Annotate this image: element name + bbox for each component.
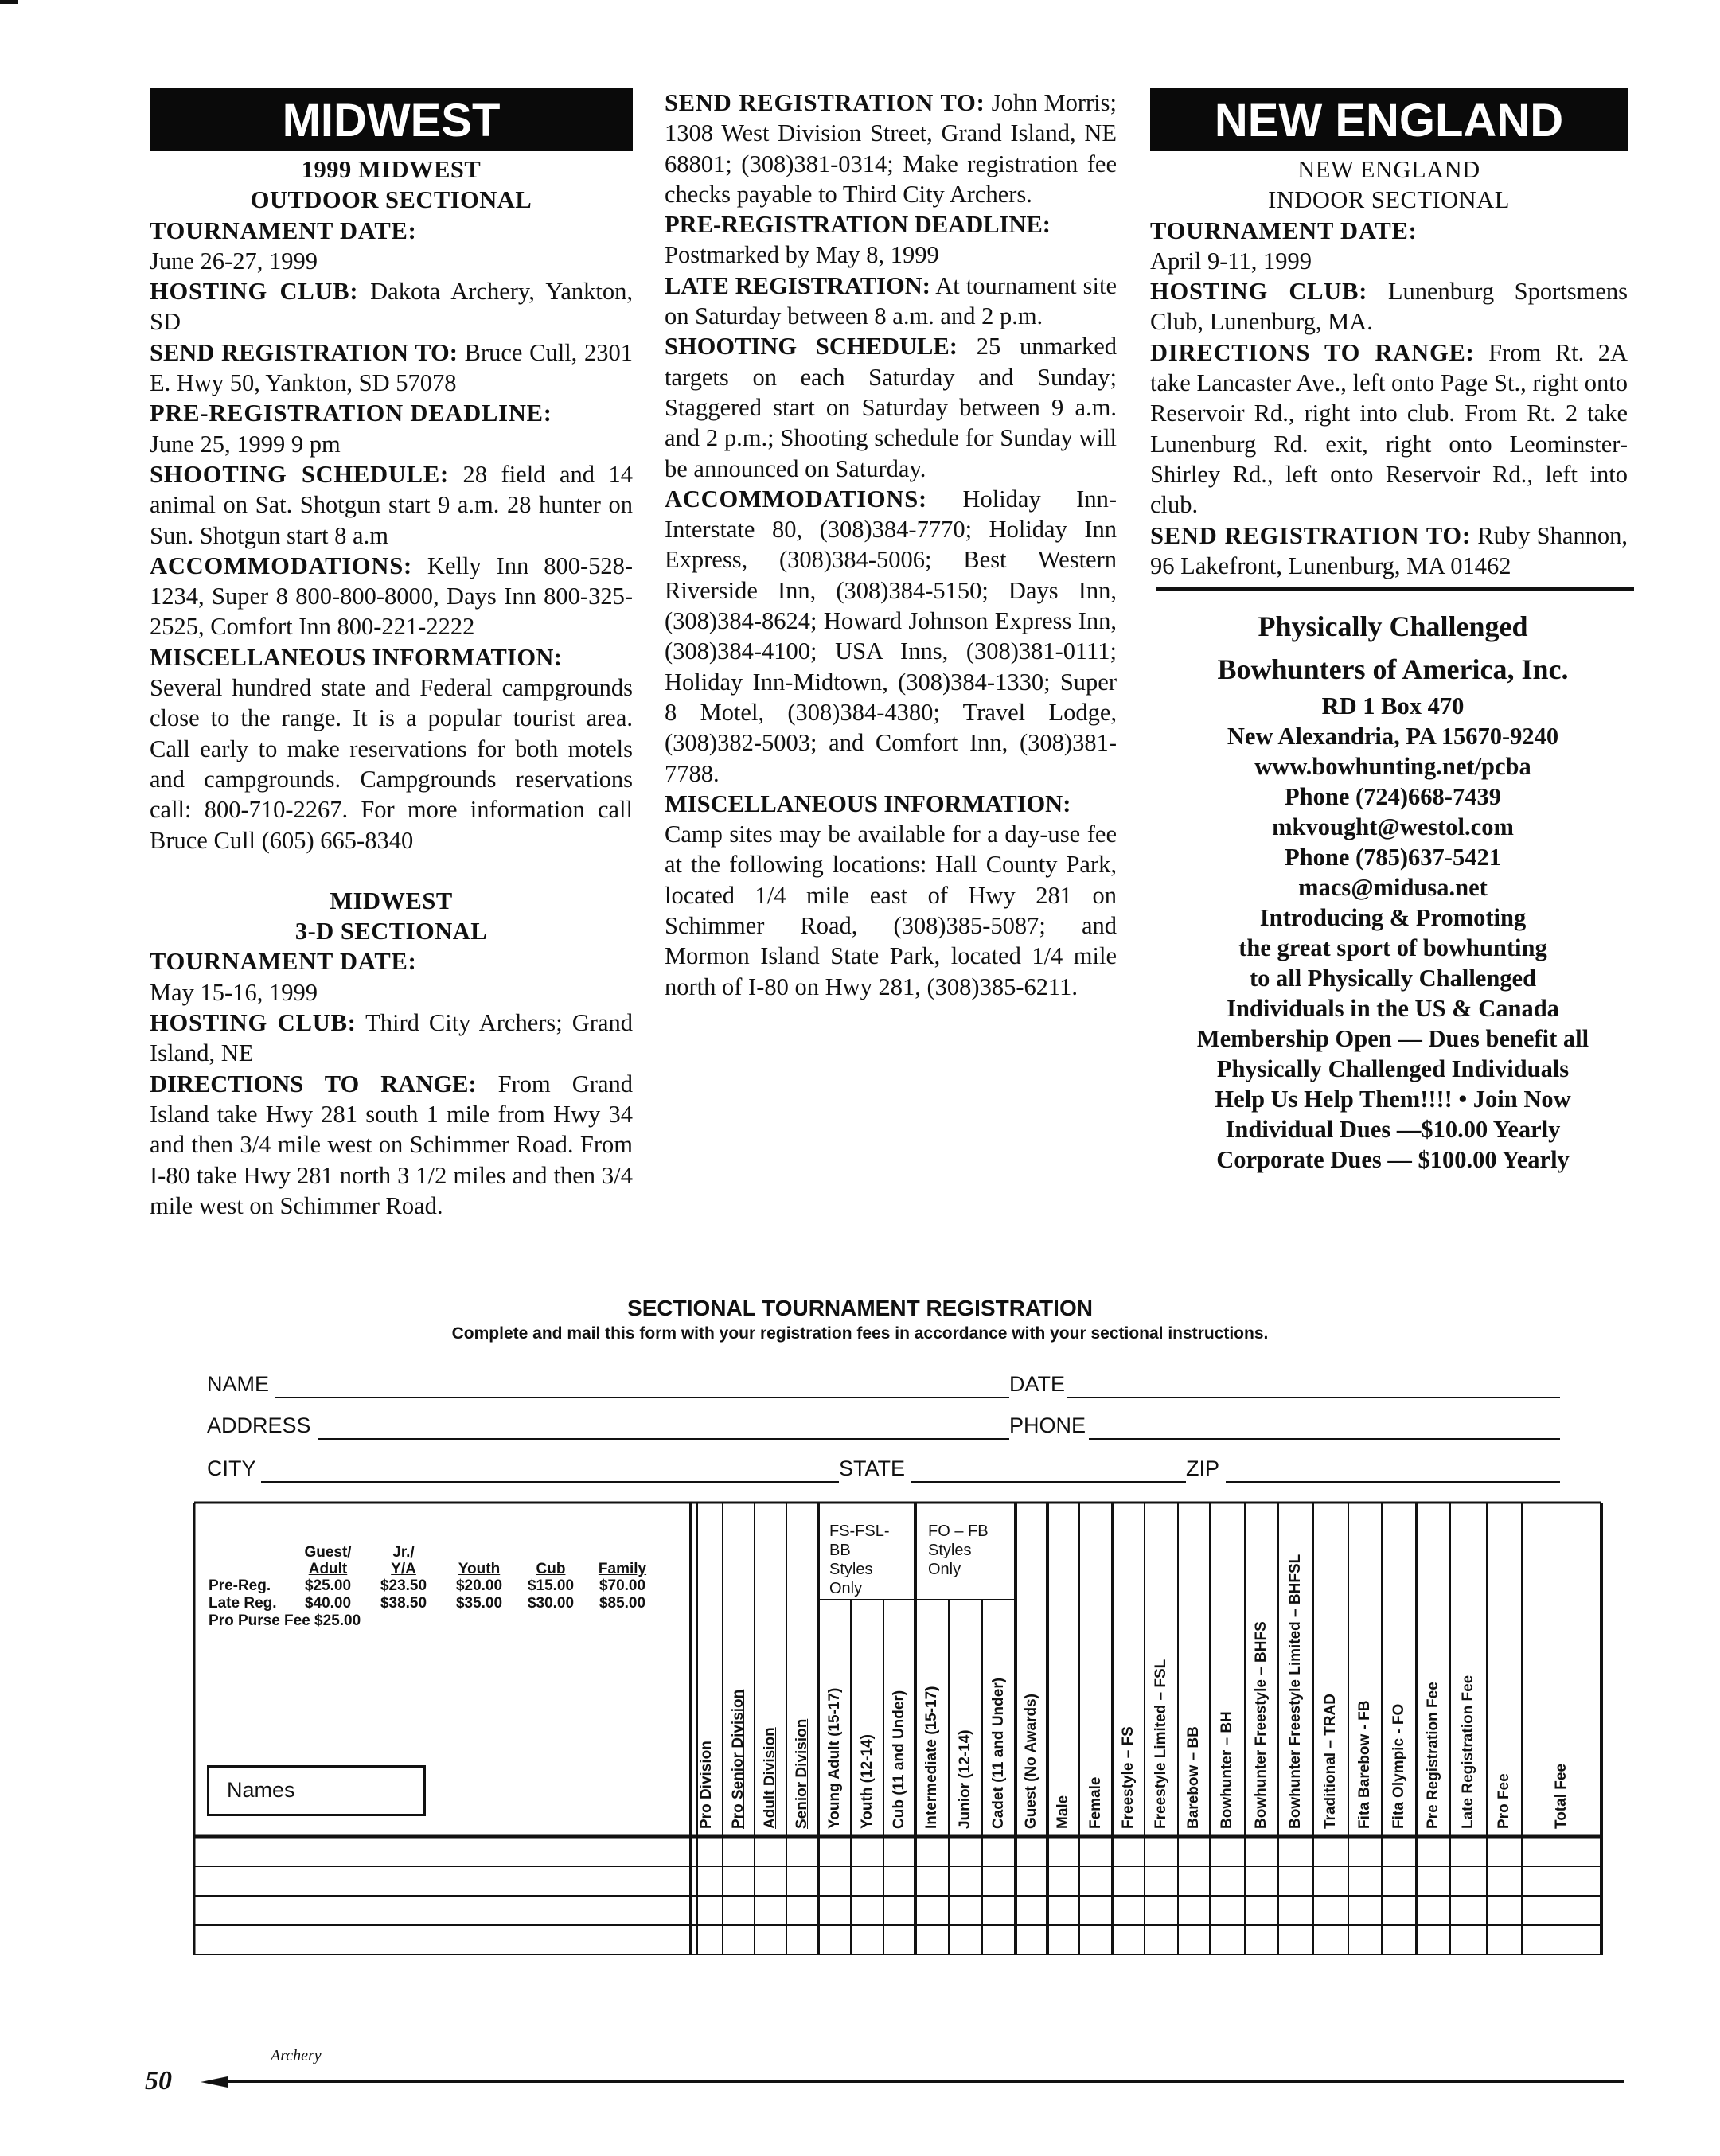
- pcba-title-line2: Bowhunters of America, Inc.: [1217, 653, 1569, 685]
- column-header: Junior (12-14): [957, 1729, 973, 1829]
- outdoor-date-value: June 26-27, 1999: [150, 247, 318, 275]
- entry-cell[interactable]: [883, 1837, 915, 1866]
- zip-label: ZIP: [1186, 1456, 1220, 1480]
- entry-cell[interactable]: [818, 1896, 851, 1925]
- entry-cell[interactable]: [1450, 1925, 1487, 1955]
- directions-label: DIRECTIONS TO RANGE:: [1150, 338, 1475, 366]
- entry-cell[interactable]: [723, 1896, 755, 1925]
- 3d-shoot: [665, 331, 1117, 483]
- entry-cell[interactable]: [691, 1866, 723, 1896]
- column-header: Late Registration Fee: [1460, 1675, 1476, 1829]
- pcba-line: Individual Dues —$10.00 Yearly: [1225, 1116, 1561, 1143]
- send-value: Ruby Shannon, 96 Lakefront, Lunenburg, MA 01462: [1150, 521, 1628, 579]
- entry-cell[interactable]: [982, 1925, 1016, 1955]
- fee-value: $85.00: [599, 1595, 646, 1612]
- entry-cell[interactable]: [1245, 1896, 1278, 1925]
- send-value: Bruce Cull, 2301 E. Hwy 50, Yankton, SD 57078: [150, 338, 634, 397]
- entry-cell[interactable]: [1079, 1925, 1113, 1955]
- column-header: Female: [1087, 1776, 1104, 1829]
- entry-row: [194, 1925, 1601, 1955]
- fee-value: $20.00: [455, 1577, 503, 1594]
- pcba-line: mkvought@westol.com: [1272, 813, 1514, 840]
- entry-cell[interactable]: [1016, 1866, 1047, 1896]
- directions-label: DIRECTIONS TO RANGE:: [150, 1070, 477, 1097]
- ne-date-label: TOURNAMENT DATE:: [1150, 216, 1418, 244]
- entry-name-cell[interactable]: [194, 1837, 691, 1866]
- outdoor-title-line2: OUTDOOR SECTIONAL: [250, 186, 532, 214]
- entry-cell[interactable]: [723, 1837, 755, 1866]
- entry-cell[interactable]: [883, 1896, 915, 1925]
- entry-cell[interactable]: [1313, 1866, 1348, 1896]
- entry-cell[interactable]: [1348, 1866, 1382, 1896]
- group-fo-fb-label: FO – FB Styles Only: [928, 1522, 989, 1578]
- column-header: Traditional – TRAD: [1322, 1694, 1339, 1829]
- names-box: [207, 1765, 426, 1816]
- fee-header: Jr./ Y/A: [391, 1544, 416, 1577]
- outdoor-accom: [150, 551, 633, 642]
- directions-value: From Rt. 2A take Lancaster Ave., left onto Page St., right onto Reservoir Rd., right into club. From Rt. 2 take Lunenburg Rd. exit, right onto Leominster-Shirley Rd., left onto Reservoir Rd., left into club.: [1150, 338, 1628, 519]
- column-header: Guest (No Awards): [1023, 1694, 1039, 1829]
- shoot-value: 28 field and 14 animal on Sat. Shotgun start 9 a.m. 28 hunter on Sun. Shotgun start 8 a.m: [150, 460, 634, 549]
- pcba-lines: [1150, 691, 1636, 1175]
- entry-cell[interactable]: [1210, 1896, 1245, 1925]
- name-field[interactable]: [275, 1397, 1009, 1398]
- midwest-banner: MIDWEST: [150, 88, 633, 151]
- magazine-name: Archery: [271, 2047, 322, 2064]
- shoot-label: SHOOTING SCHEDULE:: [150, 460, 449, 488]
- pcba-line: Help Us Help Them!!!! • Join Now: [1215, 1086, 1571, 1113]
- entry-row: [194, 1866, 1601, 1896]
- footer-rule: [223, 2080, 1624, 2083]
- page-number: 50: [145, 2066, 172, 2096]
- city-field[interactable]: [261, 1481, 839, 1483]
- entry-cell[interactable]: [1450, 1896, 1487, 1925]
- fee-value: $70.00: [599, 1577, 646, 1594]
- names-label: Names: [227, 1778, 295, 1802]
- state-label: STATE: [839, 1456, 906, 1480]
- pcba-line: Phone (785)637-5421: [1285, 844, 1501, 871]
- entry-cell[interactable]: [1487, 1925, 1522, 1955]
- fee-header: Guest/ Adult: [304, 1544, 352, 1577]
- entry-cell[interactable]: [1522, 1925, 1601, 1955]
- entry-cell[interactable]: [1245, 1837, 1278, 1866]
- outdoor-title-line1: 1999 MIDWEST: [301, 156, 482, 183]
- column-header: Pre Registration Fee: [1425, 1682, 1441, 1829]
- entry-cell[interactable]: [1487, 1896, 1522, 1925]
- entry-cell[interactable]: [1079, 1896, 1113, 1925]
- column-header: Bowhunter Freestyle – BHFS: [1253, 1621, 1270, 1829]
- entry-cell[interactable]: [949, 1896, 982, 1925]
- outdoor-prereg-label: PRE-REGISTRATION DEADLINE:: [150, 400, 552, 427]
- outdoor-hosting: [150, 276, 633, 337]
- entry-cell[interactable]: [1016, 1837, 1047, 1866]
- outdoor-date-label: TOURNAMENT DATE:: [150, 216, 417, 244]
- column-header: Bowhunter – BH: [1219, 1711, 1235, 1829]
- 3d-accom: [665, 484, 1117, 789]
- pcba-line: to all Physically Challenged: [1249, 965, 1537, 992]
- entry-cell[interactable]: [883, 1925, 915, 1955]
- entry-cell[interactable]: [1178, 1925, 1210, 1955]
- entry-cell[interactable]: [723, 1925, 755, 1955]
- entry-name-cell[interactable]: [194, 1866, 691, 1896]
- hosting-label: HOSTING CLUB:: [150, 278, 359, 306]
- directions-value: From Grand Island take Hwy 281 south 1 mile from Hwy 34 and then 3/4 mile west on Schimmer Road. From I-80 take Hwy 281 north 3 1/2 miles and then 3/4 mile west on Schimmer Road.: [150, 1070, 633, 1219]
- section-gap: [150, 856, 633, 886]
- pcba-line: Individuals in the US & Canada: [1227, 995, 1559, 1022]
- entry-name-cell[interactable]: [194, 1896, 691, 1925]
- entry-cell[interactable]: [1487, 1837, 1522, 1866]
- entry-cell[interactable]: [949, 1866, 982, 1896]
- hosting-label: HOSTING CLUB:: [150, 1009, 357, 1037]
- entry-cell[interactable]: [1522, 1837, 1601, 1866]
- pro-purse-fee: Pro Purse Fee $25.00: [209, 1612, 361, 1629]
- fee-header: Youth: [458, 1561, 501, 1577]
- entry-cell[interactable]: [883, 1866, 915, 1896]
- 3d-directions: [150, 1069, 633, 1221]
- entry-cell[interactable]: [1278, 1896, 1313, 1925]
- fee-prereg-row: [209, 1577, 686, 1595]
- outdoor-shoot: [150, 459, 633, 551]
- shoot-label: SHOOTING SCHEDULE:: [665, 333, 958, 361]
- late-label: LATE REGISTRATION:: [665, 271, 930, 299]
- column-header: Pro Fee: [1496, 1773, 1512, 1829]
- entry-cell[interactable]: [1178, 1896, 1210, 1925]
- fee-header: Cub: [536, 1561, 566, 1577]
- ne-directions: [1150, 337, 1628, 520]
- hosting-value: Lunenburg Sportsmens Club, Lunenburg, MA.: [1150, 278, 1628, 336]
- entry-cell[interactable]: [755, 1866, 786, 1896]
- column-header: Freestyle – FS: [1120, 1726, 1137, 1829]
- fee-row-label: Late Reg.: [209, 1595, 277, 1612]
- entry-cell[interactable]: [851, 1866, 883, 1896]
- entry-cell[interactable]: [851, 1837, 883, 1866]
- entry-cell[interactable]: [1047, 1896, 1079, 1925]
- entry-cell[interactable]: [1245, 1925, 1278, 1955]
- outdoor-misc-value: Several hundred state and Federal campgrounds close to the range. It is a popular tourist area. Call early to make reservations for both motels and campgrounds. Campgrounds reservations call: 800-710-2267. For more information call Bruce Cull (605) 665-8340: [150, 674, 633, 854]
- entry-cell[interactable]: [851, 1896, 883, 1925]
- outdoor-prereg-value: June 25, 1999 9 pm: [150, 430, 341, 458]
- entry-cell[interactable]: [755, 1837, 786, 1866]
- date-label: DATE: [1009, 1372, 1066, 1396]
- entry-cell[interactable]: [755, 1925, 786, 1955]
- fee-value: $38.50: [380, 1595, 427, 1612]
- entry-row: [194, 1896, 1601, 1925]
- pcba-line: Phone (724)668-7439: [1285, 783, 1501, 810]
- column-header: Barebow – BB: [1185, 1726, 1202, 1829]
- entry-name-cell[interactable]: [194, 1925, 691, 1955]
- column-header: Pro Division: [698, 1741, 715, 1829]
- entry-cell[interactable]: [1145, 1866, 1178, 1896]
- column-header: Fita Barebow - FB: [1356, 1700, 1373, 1829]
- ne-send: [1150, 520, 1628, 582]
- entry-cell[interactable]: [1313, 1896, 1348, 1925]
- ne-title-line2: INDOOR SECTIONAL: [1268, 186, 1510, 214]
- entry-row: [194, 1837, 1601, 1866]
- form-title: SECTIONAL TOURNAMENT REGISTRATION: [627, 1296, 1093, 1320]
- entry-cell[interactable]: [915, 1925, 949, 1955]
- column-header: Intermediate (15-17): [923, 1686, 940, 1829]
- entry-cell[interactable]: [1278, 1837, 1313, 1866]
- pcba-line: Physically Challenged Individuals: [1216, 1055, 1570, 1082]
- pcba-line: www.bowhunting.net/pcba: [1254, 753, 1531, 780]
- fee-table: [209, 1536, 686, 1630]
- outdoor-send: [150, 337, 633, 399]
- entry-cell[interactable]: [1382, 1925, 1417, 1955]
- entry-cell[interactable]: [1313, 1925, 1348, 1955]
- entry-cell[interactable]: [1278, 1925, 1313, 1955]
- send-value: John Morris; 1308 West Division Street, Grand Island, NE 68801; (308)381-0314; Make registration fee checks payable to Third City Archers.: [665, 89, 1117, 208]
- pcba-advert: [1150, 605, 1636, 1175]
- entry-cell[interactable]: [723, 1866, 755, 1896]
- fee-headers: [209, 1536, 686, 1577]
- fee-value: $25.00: [304, 1577, 352, 1594]
- hosting-label: HOSTING CLUB:: [1150, 278, 1368, 306]
- entry-cell[interactable]: [1047, 1925, 1079, 1955]
- 3d-hosting: [150, 1008, 633, 1069]
- fee-value: $40.00: [304, 1595, 352, 1612]
- column-header: Freestyle Limited – FSL: [1153, 1659, 1169, 1829]
- accom-label: ACCOMMODATIONS:: [665, 485, 927, 513]
- column-header: Bowhunter Freestyle Limited – BHFSL: [1287, 1554, 1304, 1829]
- pcba-line: New Alexandria, PA 15670-9240: [1227, 723, 1559, 750]
- midwest-column: [150, 88, 633, 1221]
- entry-cell[interactable]: [1417, 1866, 1450, 1896]
- entry-cell[interactable]: [786, 1896, 818, 1925]
- column-header: Total Fee: [1553, 1764, 1570, 1829]
- pcba-line: RD 1 Box 470: [1321, 692, 1465, 719]
- entry-cell[interactable]: [915, 1866, 949, 1896]
- entry-cell[interactable]: [1210, 1837, 1245, 1866]
- entry-cell[interactable]: [1278, 1866, 1313, 1896]
- entry-cell[interactable]: [1522, 1896, 1601, 1925]
- 3d-misc-value: Camp sites may be available for a day-use fee at the following locations: Hall County Park, located 1/4 mile east of Hwy 281 on Schimmer Road, (308)385-5087; and Mormon Island State Park, located 1/4 mile north of I-80 on Hwy 281, (308)385-6211.: [665, 821, 1117, 1000]
- entry-cell[interactable]: [982, 1896, 1016, 1925]
- entry-cell[interactable]: [1417, 1837, 1450, 1866]
- entry-cell[interactable]: [786, 1837, 818, 1866]
- entry-cell[interactable]: [1382, 1866, 1417, 1896]
- pcba-line: Membership Open — Dues benefit all: [1196, 1025, 1589, 1052]
- column-header: Cadet (11 and Under): [990, 1677, 1007, 1829]
- pcba-separator-rule: [1156, 587, 1634, 591]
- ne-title-line1: NEW ENGLAND: [1297, 156, 1480, 183]
- entry-cell[interactable]: [915, 1896, 949, 1925]
- entry-cell[interactable]: [1047, 1837, 1079, 1866]
- entry-cell[interactable]: [1487, 1866, 1522, 1896]
- entry-cell[interactable]: [818, 1837, 851, 1866]
- 3d-prereg-label: PRE-REGISTRATION DEADLINE:: [665, 211, 1051, 239]
- entry-cell[interactable]: [1417, 1925, 1450, 1955]
- entry-cell[interactable]: [786, 1925, 818, 1955]
- 3d-prereg-value: Postmarked by May 8, 1999: [665, 241, 939, 269]
- fee-header: Family: [598, 1561, 647, 1577]
- fee-value: $15.00: [527, 1577, 575, 1594]
- column-header: Young Adult (15-17): [825, 1687, 843, 1829]
- entry-cell[interactable]: [786, 1866, 818, 1896]
- entry-cell[interactable]: [691, 1896, 723, 1925]
- 3d-title-line2: 3-D SECTIONAL: [294, 918, 488, 945]
- entry-cell[interactable]: [1450, 1837, 1487, 1866]
- entry-cell[interactable]: [1047, 1866, 1079, 1896]
- entry-cell[interactable]: [1145, 1925, 1178, 1955]
- midwest-3d-continued-column: [665, 88, 1117, 1002]
- column-header: Fita Olympic - FO: [1390, 1703, 1407, 1829]
- entry-cell[interactable]: [1210, 1925, 1245, 1955]
- entry-cell[interactable]: [1245, 1866, 1278, 1896]
- fee-value: $23.50: [380, 1577, 427, 1594]
- entry-cell[interactable]: [1348, 1896, 1382, 1925]
- entry-cell[interactable]: [949, 1925, 982, 1955]
- entry-cell[interactable]: [949, 1837, 982, 1866]
- entry-cell[interactable]: [1016, 1896, 1047, 1925]
- corner-mark: [0, 0, 18, 4]
- column-header: Male: [1055, 1795, 1071, 1829]
- entry-cell[interactable]: [1348, 1925, 1382, 1955]
- form-subtitle: Complete and mail this form with your registration fees in accordance with your sectional instructions.: [451, 1324, 1269, 1343]
- entry-cell[interactable]: [1210, 1866, 1245, 1896]
- 3d-title-line1: MIDWEST: [330, 887, 453, 914]
- entry-cell[interactable]: [1145, 1837, 1178, 1866]
- entry-cell[interactable]: [1382, 1837, 1417, 1866]
- entry-cell[interactable]: [818, 1866, 851, 1896]
- hosting-value: Third City Archers; Grand Island, NE: [150, 1009, 633, 1067]
- 3d-send: [665, 88, 1117, 209]
- ne-date-value: April 9-11, 1999: [1150, 247, 1312, 275]
- entry-cell[interactable]: [1079, 1866, 1113, 1896]
- entry-cell[interactable]: [1522, 1866, 1601, 1896]
- fee-late-row: [209, 1595, 686, 1612]
- name-label: NAME: [207, 1372, 270, 1396]
- city-label: CITY: [207, 1456, 256, 1480]
- pcba-title-line1: Physically Challenged: [1258, 610, 1528, 642]
- phone-field[interactable]: [1089, 1438, 1560, 1440]
- send-label: SEND REGISTRATION TO:: [1150, 521, 1471, 549]
- entry-cell[interactable]: [982, 1866, 1016, 1896]
- late-value: At tournament site on Saturday between 8 a.m. and 2 p.m.: [665, 271, 1117, 330]
- entry-cell[interactable]: [691, 1925, 723, 1955]
- entry-cell[interactable]: [1113, 1837, 1145, 1866]
- entry-cell[interactable]: [1178, 1866, 1210, 1896]
- phone-label: PHONE: [1009, 1413, 1086, 1437]
- entry-cell[interactable]: [1382, 1896, 1417, 1925]
- pcba-line: Introducing & Promoting: [1259, 904, 1527, 931]
- entry-cell[interactable]: [1016, 1925, 1047, 1955]
- accom-label: ACCOMMODATIONS:: [150, 552, 412, 579]
- ne-hosting: [1150, 276, 1628, 337]
- column-header: Adult Division: [762, 1727, 778, 1829]
- entry-cell[interactable]: [691, 1837, 723, 1866]
- pcba-line: the great sport of bowhunting: [1238, 934, 1547, 961]
- send-label: SEND REGISTRATION TO:: [150, 338, 458, 366]
- shoot-value: 25 unmarked targets on each Saturday and Sunday; Staggered start on Saturday between 9 a.m. and 2 p.m.; Shooting schedule for Sunday will be announced on Saturday.: [665, 333, 1117, 482]
- address-field[interactable]: [318, 1438, 1009, 1440]
- entry-cell[interactable]: [1178, 1837, 1210, 1866]
- entry-cell[interactable]: [1313, 1837, 1348, 1866]
- address-label: ADDRESS: [207, 1413, 311, 1437]
- zip-field[interactable]: [1226, 1481, 1560, 1483]
- date-field[interactable]: [1067, 1397, 1560, 1398]
- 3d-misc-label: MISCELLANEOUS INFORMATION:: [665, 789, 1071, 817]
- pcba-line: macs@midusa.net: [1298, 874, 1488, 901]
- entry-cell[interactable]: [982, 1837, 1016, 1866]
- group-fs-fsl-bb-label: FS-FSL- BB Styles Only: [829, 1522, 890, 1597]
- 3d-date-value: May 15-16, 1999: [150, 978, 318, 1006]
- entry-cell[interactable]: [915, 1837, 949, 1866]
- state-field[interactable]: [911, 1481, 1186, 1483]
- entry-cell[interactable]: [1113, 1896, 1145, 1925]
- hosting-value: Dakota Archery, Yankton, SD: [150, 278, 634, 336]
- outdoor-misc-label: MISCELLANEOUS INFORMATION:: [150, 643, 563, 671]
- accom-value: Kelly Inn 800-528-1234, Super 8 800-800-8000, Days Inn 800-325-2525, Comfort Inn 800-221-2222: [150, 552, 634, 641]
- entry-cell[interactable]: [1417, 1896, 1450, 1925]
- new-england-banner: NEW ENGLAND: [1150, 88, 1628, 151]
- entry-cell[interactable]: [755, 1896, 786, 1925]
- 3d-late: [665, 271, 1117, 332]
- fee-value: $30.00: [527, 1595, 575, 1612]
- entry-cell[interactable]: [1079, 1837, 1113, 1866]
- entry-cell[interactable]: [851, 1925, 883, 1955]
- send-label: SEND REGISTRATION TO:: [665, 89, 985, 116]
- entry-cell[interactable]: [1450, 1866, 1487, 1896]
- entry-cell[interactable]: [1113, 1925, 1145, 1955]
- fee-row-label: Pre-Reg.: [209, 1577, 271, 1594]
- 3d-date-label: TOURNAMENT DATE:: [150, 948, 417, 976]
- column-header: Cub (11 and Under): [891, 1690, 907, 1829]
- accom-value: Holiday Inn-Interstate 80, (308)384-7770; Holiday Inn Express, (308)384-5006; Best Western Riverside Inn, (308)384-5150; Days Inn, (308)384-8624; Howard Johnson Express Inn, (308)384-4100; USA Inns, (308)381-0111; Holiday Inn-Midtown, (308)384-1330; Super 8 Motel, (308)384-4380; Travel Lodge, (308)382-5003; and Comfort Inn, (308)381-7788.: [665, 485, 1117, 787]
- entry-cell[interactable]: [818, 1925, 851, 1955]
- entry-cell[interactable]: [1145, 1896, 1178, 1925]
- new-england-column: [1150, 88, 1628, 581]
- column-header: Pro Senior Division: [730, 1689, 747, 1829]
- pcba-line: Corporate Dues — $100.00 Yearly: [1216, 1146, 1570, 1173]
- column-header: Senior Division: [794, 1718, 810, 1829]
- fee-value: $35.00: [455, 1595, 503, 1612]
- entry-cell[interactable]: [1113, 1866, 1145, 1896]
- column-header: Youth (12-14): [858, 1734, 876, 1829]
- entry-cell[interactable]: [1348, 1837, 1382, 1866]
